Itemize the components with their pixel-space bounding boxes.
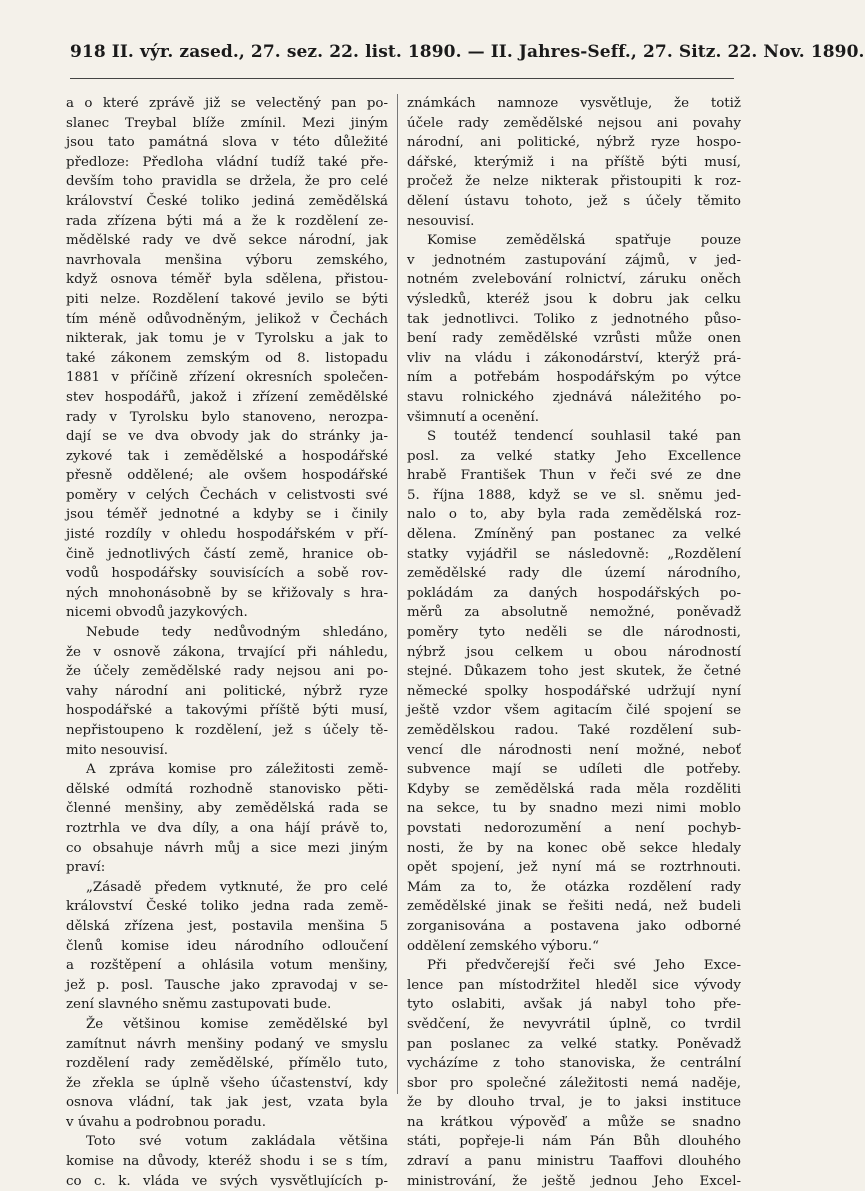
- text-line: na sekce, tu by snadno mezi nimi moblo: [407, 801, 741, 817]
- text-line: že účely zemědělské rady nejsou ani po-: [66, 664, 388, 680]
- text-line: hospodářské a takovými příště býti musí,: [66, 703, 388, 719]
- text-line: nikterak, jak tomu je v Tyrolsku a jak to: [66, 331, 388, 347]
- text-line: nalo o to, aby byla rada zemědělská roz-: [407, 507, 741, 523]
- text-line: stev hospodářů, jakož i zřízení zemědělské: [66, 389, 388, 405]
- column-divider: [397, 94, 398, 1094]
- text-line: království České toliko jediná zemědělská: [66, 193, 388, 209]
- text-line: dělské odmítá rozhodně stanovisko pěti-: [66, 781, 388, 797]
- header-rule: [70, 78, 734, 79]
- text-line: roztrhla ve dva díly, a ona hájí právě to,: [66, 820, 388, 836]
- text-line: nýbrž jsou celkem u obou národností: [407, 644, 741, 660]
- text-line: Nebude tedy nedůvodným shledáno,: [86, 625, 388, 641]
- left-column: [66, 94, 388, 1189]
- text-line: 5. října 1888, když se ve sl. sněmu jed-: [407, 487, 741, 503]
- text-line: povstati nedorozumění a není pochyb-: [407, 820, 741, 836]
- text-line: opět spojení, jež nyní má se roztrhnouti.: [407, 860, 741, 876]
- text-line: tyto oslabiti, avšak já nabyl toho pře-: [407, 997, 741, 1013]
- text-line: a o které zprávě již se velectěný pan po-: [66, 96, 388, 111]
- text-line: komise na důvody, kteréž shodu i se s tím,: [66, 1154, 388, 1170]
- text-line: stavu rolnického zjednává náležitého po-: [407, 389, 741, 405]
- text-line: 1881 v příčině zřízení okresních společen-: [66, 370, 388, 386]
- text-line: devším toho pravidla se držela, že pro celé: [66, 174, 388, 190]
- text-line: a rozštěpení a ohlásila votum menšiny,: [66, 958, 388, 974]
- text-line: co obsahuje návrh můj a sice mezi jiným: [66, 840, 388, 856]
- text-line: tak jednotlivci. Toliko z jednotného půso-: [407, 311, 741, 327]
- text-line: nosti, že by na konec obě sekce hledaly: [407, 840, 741, 856]
- text-line: dají se ve dva obvody jak do stránky ja-: [66, 429, 388, 445]
- text-line: pan poslanec za velké statky. Poněvadž: [407, 1036, 741, 1052]
- text-line: členné menšiny, aby zemědělská rada se: [66, 801, 388, 817]
- text-line: zemědělskou radou. Také rozdělení sub-: [407, 723, 741, 738]
- text-line: nicemi obvodů jazykových.: [66, 605, 248, 621]
- page-header: 918 II. výr. zased., 27. sez. 22. list. 1890. — II. Jahres-Seff., 27. Sitz. 22. Nov. 1890.: [70, 42, 865, 62]
- text-line: když osnova téměř byla sdělena, přistou-: [66, 272, 388, 288]
- text-line: co c. k. vláda ve svých vysvětlujících p-: [66, 1173, 388, 1189]
- text-line: zemědělské rady dle území národního,: [407, 566, 741, 582]
- text-line: státi, popřeje-li nám Pán Bůh dlouhého: [407, 1134, 741, 1150]
- text-line: pokládám za daných hospodářských po-: [407, 585, 741, 601]
- text-line: vencí dle národnosti není možné, neboť: [407, 742, 741, 758]
- text-line: účele rady zemědělské nejsou ani povahy: [407, 115, 741, 131]
- text-line: všimnutí a ocenění.: [407, 409, 540, 425]
- text-line: S toutéž tendencí souhlasil také pan: [427, 429, 741, 445]
- text-line: v úvahu a podrobnou poradu.: [66, 1114, 267, 1130]
- text-line: nesouvisí.: [407, 213, 475, 229]
- text-line: zení slavného sněmu zastupovati bude.: [66, 997, 332, 1013]
- text-line: slanec Treybal blíže zmínil. Mezi jiným: [66, 115, 388, 131]
- text-line: poměry v celých Čechách v celistvosti své: [66, 487, 388, 503]
- text-line: měrů za absolutně nemožné, poněvadž: [407, 605, 741, 621]
- text-line: vodů hospodářsky souvisících a sobě rov-: [66, 566, 388, 582]
- text-line: Že většinou komise zemědělské byl: [86, 1016, 388, 1032]
- text-line: vycházíme z toho stanoviska, že centrální: [407, 1056, 741, 1072]
- text-line: subvence mají se udíleti dle potřeby.: [407, 762, 741, 778]
- text-line: poměry tyto neděli se dle národnosti,: [407, 625, 741, 641]
- text-line: svědčení, že nevyvrátil úplně, co tvrdil: [407, 1016, 741, 1032]
- text-line: že zřekla se úplně všeho účastenství, kdy: [66, 1075, 388, 1091]
- text-line: jisté rozdíly v ohledu hospodářském v pří-: [66, 527, 388, 543]
- text-line: ministrování, že ještě jednou Jeho Excel-: [407, 1173, 741, 1189]
- right-column: [407, 94, 741, 1189]
- text-line: jež p. posl. Tausche jako zpravodaj v se-: [66, 977, 388, 993]
- text-line: že by dlouho trval, je to jaksi instituce: [407, 1095, 741, 1111]
- text-line: sbor pro společné záležitosti nemá naděje,: [407, 1075, 741, 1091]
- text-line: známkách namnoze vysvětluje, že totiž: [407, 96, 741, 111]
- text-line: předloze: Předloha vládní tudíž také pře-: [66, 154, 388, 170]
- text-line: Mám za to, že otázka rozdělení rady: [407, 879, 741, 895]
- text-line: také zákonem zemským od 8. listopadu: [66, 350, 388, 366]
- text-line: zorganisována a postavena jako odborné: [407, 918, 741, 934]
- text-line: v jednotném zastupování zájmů, v jed-: [407, 252, 741, 268]
- text-line: ním a potřebám hospodářským po výtce: [407, 370, 741, 386]
- text-line: zamítnut návrh menšiny podaný ve smyslu: [66, 1036, 388, 1052]
- text-line: zdraví a panu ministru Taaffovi dlouhého: [407, 1154, 741, 1170]
- text-line: německé spolky hospodářské udržují nyní: [407, 683, 741, 699]
- text-line: Při předvčerejší řeči své Jeho Exce-: [427, 958, 741, 974]
- text-line: bení rady zemědělské vzrůsti může onen: [407, 331, 741, 347]
- text-line: dělena. Zmíněný pan postanec za velké: [407, 527, 741, 543]
- text-line: piti nelze. Rozdělení takové jevilo se býti: [66, 291, 388, 307]
- text-line: stejné. Důkazem toho jest skutek, že četné: [407, 664, 741, 680]
- text-line: ných mnohonásobně by se křižovaly s hra-: [66, 585, 388, 601]
- text-line: jsou téměř jednotné a kdyby se i činily: [66, 507, 388, 523]
- text-line: hrabě František Thun v řeči své ze dne: [407, 468, 741, 484]
- text-line: mědělské rady ve dvě sekce národní, jak: [66, 233, 388, 249]
- text-line: Toto své votum zakládala většina: [86, 1134, 388, 1150]
- text-line: rady v Tyrolsku bylo stanoveno, nerozpa-: [66, 409, 388, 425]
- text-line: členů komise ideu národního odloučení: [66, 938, 388, 954]
- text-line: statky vyjádřil se následovně: „Rozdělení: [407, 546, 741, 562]
- text-line: čině jednotlivých částí země, hranice ob-: [66, 546, 388, 562]
- text-line: dělení ústavu tohoto, jež s účely těmito: [407, 193, 741, 209]
- text-line: mito nesouvisí.: [66, 742, 169, 758]
- text-line: zemědělské jinak se řešiti nedá, než budeli: [407, 899, 741, 915]
- text-line: navrhovala menšina výboru zemského,: [66, 252, 388, 268]
- text-line: jsou tato památná slova v této důležité: [66, 135, 388, 151]
- text-line: Komise zemědělská spatřuje pouze: [427, 233, 741, 249]
- text-line: Kdyby se zemědělská rada měla rozděliti: [407, 781, 741, 797]
- text-line: osnova vládní, tak jak jest, vzata byla: [66, 1095, 388, 1111]
- text-line: ještě vzdor všem agitacím čilé spojení se: [407, 703, 741, 719]
- text-line: nepřistoupeno k rozdělení, jež s účely tě-: [66, 723, 388, 738]
- text-line: dělská zřízena jest, postavila menšina 5: [66, 918, 388, 934]
- text-line: A zpráva komise pro záležitosti země-: [86, 762, 388, 778]
- text-line: praví:: [66, 860, 106, 876]
- text-line: vliv na vládu i zákonodárství, kterýž prá-: [407, 350, 741, 366]
- text-line: oddělení zemského výboru.“: [407, 938, 599, 954]
- text-line: že v osnově zákona, trvající při náhledu,: [66, 644, 388, 660]
- text-line: výsledků, kteréž jsou k dobru jak celku: [407, 291, 741, 307]
- text-line: „Zásadě předem vytknuté, že pro celé: [86, 879, 388, 895]
- text-line: rada zřízena býti má a že k rozdělení ze-: [66, 213, 388, 229]
- text-line: dářské, kterýmiž i na příště býti musí,: [407, 154, 741, 170]
- text-line: vahy národní ani politické, nýbrž ryze: [66, 683, 388, 699]
- text-line: tím méně odůvodněným, jelikož v Čechách: [66, 311, 388, 327]
- text-line: království České toliko jedna rada země-: [66, 899, 388, 915]
- text-line: pročež že nelze nikterak přistoupiti k roz-: [407, 174, 741, 190]
- text-line: přesně oddělené; ale ovšem hospodářské: [66, 468, 388, 484]
- text-line: národní, ani politické, nýbrž ryze hospo-: [407, 135, 741, 151]
- text-line: rozdělení rady zemědělské, přímělo tuto,: [66, 1056, 388, 1072]
- text-line: zykové tak i zemědělské a hospodářské: [66, 448, 388, 464]
- text-line: posl. za velké statky Jeho Excellence: [407, 448, 741, 464]
- text-line: notném zvelebování rolnictví, záruku oněch: [407, 272, 741, 288]
- text-line: na krátkou výpověď a může se snadno: [407, 1114, 741, 1130]
- text-line: lence pan místodržitel hleděl sice vývody: [407, 977, 741, 993]
